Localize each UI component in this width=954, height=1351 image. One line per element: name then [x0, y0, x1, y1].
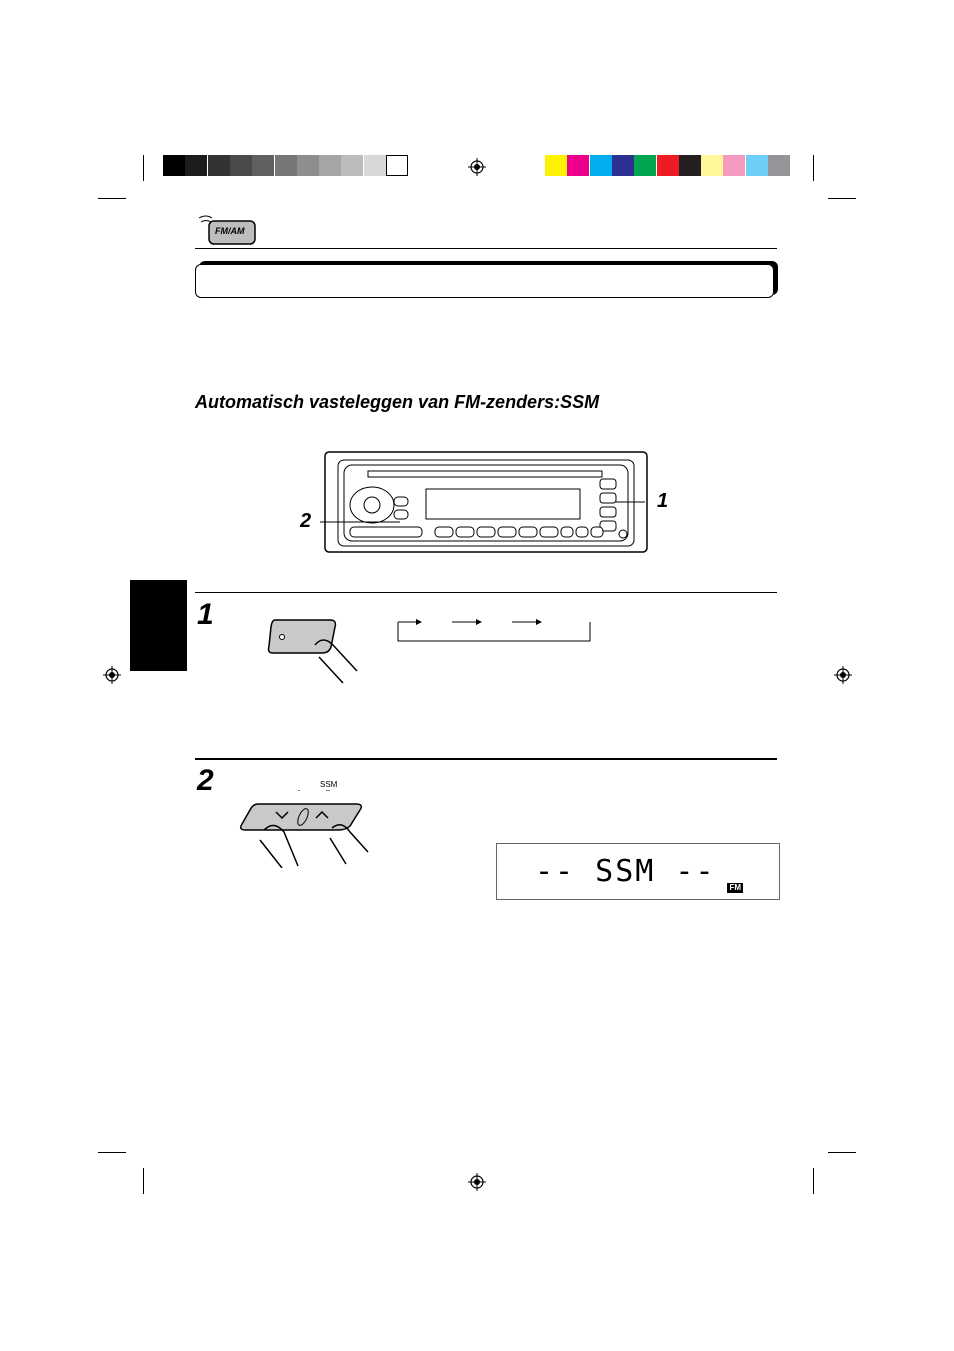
registration-mark-icon: [103, 666, 121, 684]
process-swatch: [567, 155, 589, 176]
language-tab: [130, 580, 187, 671]
fm-am-header-icon: [196, 212, 258, 246]
callout-number-2: 2: [300, 510, 312, 532]
step-2-number: 2: [197, 764, 214, 797]
crop-mark: [813, 155, 814, 181]
lcd-display-text: -- SSM --: [535, 854, 716, 889]
registration-mark-icon: [834, 666, 852, 684]
grayscale-swatch: [275, 155, 297, 176]
grayscale-swatch: [386, 155, 408, 176]
step-1-number: 1: [197, 598, 214, 631]
grayscale-swatch: [364, 155, 386, 176]
band-cycle-diagram: [396, 614, 592, 642]
callout-number-1: 1: [657, 490, 669, 512]
registration-mark-icon: [468, 158, 486, 176]
lcd-fm-badge: FM: [729, 883, 741, 892]
grayscale-swatch: [319, 155, 341, 176]
process-swatch: [612, 155, 634, 176]
grayscale-swatch: [341, 155, 363, 176]
process-swatch: [768, 155, 790, 176]
crop-mark: [813, 1168, 814, 1194]
process-swatch: [746, 155, 768, 176]
crop-mark: [143, 1168, 144, 1194]
grayscale-swatch: [230, 155, 252, 176]
lcd-display: [496, 843, 780, 900]
crop-mark: [828, 1152, 856, 1153]
registration-mark-icon: [468, 1173, 486, 1191]
band-button-press-icon: [265, 615, 365, 685]
ssm-buttons-press-icon: [238, 790, 373, 868]
title-bar: [195, 264, 774, 298]
grayscale-swatch: [297, 155, 319, 176]
grayscale-swatch: [185, 155, 207, 176]
process-swatch: [679, 155, 701, 176]
crop-mark: [828, 198, 856, 199]
process-swatch: [723, 155, 745, 176]
grayscale-swatch: [163, 155, 185, 176]
grayscale-swatch: [208, 155, 230, 176]
step-1-rule: [195, 592, 777, 593]
process-swatch: [701, 155, 723, 176]
grayscale-swatch: [252, 155, 274, 176]
ssm-label: SSM: [320, 780, 338, 789]
process-swatch: [634, 155, 656, 176]
fm-am-label: FM/AM: [215, 226, 245, 236]
crop-mark: [98, 198, 126, 199]
process-swatch: [590, 155, 612, 176]
process-swatch: [545, 155, 567, 176]
stereo-panel-figure: [320, 451, 650, 555]
step-2-rule: [195, 758, 777, 760]
section-heading: Automatisch vasteleggen van FM-zenders:SSM: [195, 392, 600, 412]
process-swatch: [657, 155, 679, 176]
header-rule: [195, 248, 777, 249]
crop-mark: [98, 1152, 126, 1153]
crop-mark: [143, 155, 144, 181]
